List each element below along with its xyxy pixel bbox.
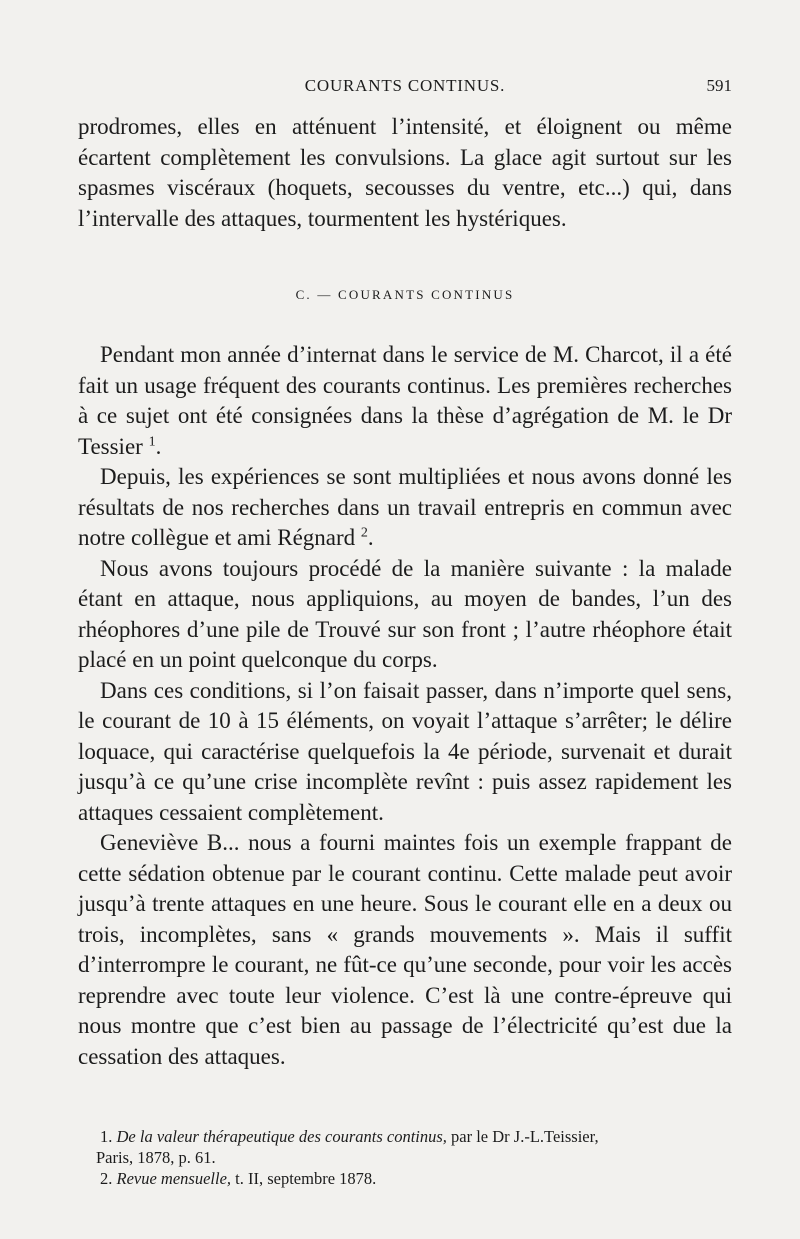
paragraph-4: Dans ces conditions, si l’on faisait passer, dans n’importe quel sens, le courant de 10 à 15 éléments, on voyait l’attaque s’arrêter; le délire loquace, qui caractérise quelquefois la 4e période, survenait et durait jusqu’à ce qu’une crise incomplète revînt : puis assez rapidement les attaques cessaient complètement. xyxy=(78,677,732,825)
intro-paragraph xyxy=(78,112,732,234)
footnote-1: 1. De la valeur thérapeutique des courants continus, par le Dr J.-L.Teissier, xyxy=(100,1127,599,1146)
footnote-ref-1[interactable]: 1 xyxy=(148,433,156,449)
running-head xyxy=(78,76,732,100)
footnotes xyxy=(96,1126,732,1189)
intro-text: prodromes, elles en atténuent l’intensité, et éloignent ou même écartent complètement les convulsions. La glace agit surtout sur les spasmes viscéraux (hoquets, secousses du ventre, etc...) qui, dans l’intervalle des attaques, tourmentent les hystériques. xyxy=(78,114,732,231)
page-number: 591 xyxy=(706,76,732,95)
paragraph-5: Geneviève B... nous a fourni maintes fois un exemple frappant de cette sédation obtenue par le courant continu. Cette malade peut avoir jusqu’à trente attaques en une heure. Sous le courant elle en a deux ou trois, incomplètes, sans « grands mouvements ». Mais il suffit d’interrompre le courant, ne fût-ce qu’une seconde, pour voir les accès reprendre avec toute leur violence. C’est là une contre-épreuve qui nous montre que c’est bien au passage de l’électricité qu’est due la cessation des attaques. xyxy=(78,830,732,1069)
paragraph-3: Nous avons toujours procédé de la manière suivante : la malade étant en attaque, nous appliquions, au moyen de bandes, l’un des rhéophores d’une pile de Trouvé sur son front ; l’autre rhéophore était placé en un point quelconque du corps. xyxy=(78,555,732,672)
paragraph-2: Depuis, les expériences se sont multipliées et nous avons donné les résultats de nos recherches dans un travail entrepris en commun avec notre collègue et ami Régnard $^2$. xyxy=(78,464,732,550)
paragraph-1: Pendant mon année d’internat dans le service de M. Charcot, il a été fait un usage fréquent des courants continus. Les premières recherches à ce sujet ont été consignées dans la thèse d’agrégation de M. le Dr Tessier $^1$. xyxy=(78,342,732,459)
footnote-ref-2[interactable]: 2 xyxy=(360,525,368,541)
main-text xyxy=(78,340,732,1072)
footnote-1-continuation: Paris, 1878, p. 61. xyxy=(96,1148,216,1167)
running-title: COURANTS CONTINUS. xyxy=(304,76,506,95)
section-heading: C. — COURANTS CONTINUS xyxy=(295,287,515,302)
footnote-2: 2. Revue mensuelle, t. II, septembre 1878. xyxy=(100,1169,377,1188)
